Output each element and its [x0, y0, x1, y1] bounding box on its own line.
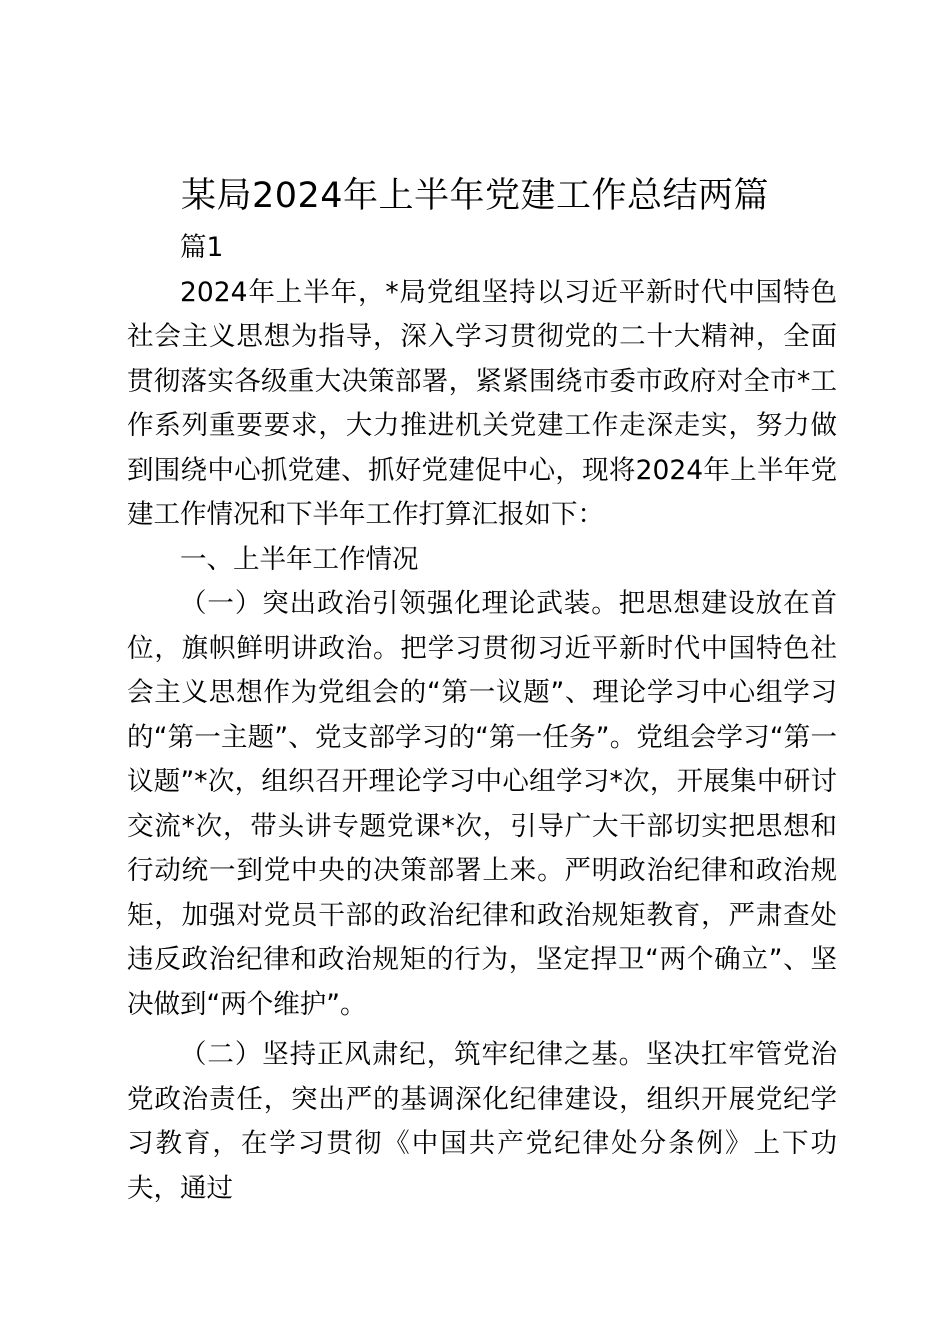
- section-subheading: 篇1: [180, 232, 224, 263]
- intro-paragraph: 2024年上半年，*局党组坚持以习近平新时代中国特色社会主义思想为指导，深入学习贯彻党的二十大精神，全面贯彻落实各级重大决策部署，紧紧围绕市委市政府对全市*工作系列重要要求，大力推进机关党建工作走深走实，努力做到围绕中心抓党建、抓好党建促中心，现将2024年上半年党建工作情况和下半年工作打算汇报如下：: [127, 276, 837, 530]
- document-title: 某局2024年上半年党建工作总结两篇: [180, 176, 770, 216]
- paragraph-political-guidance: （一）突出政治引领强化理论武装。把思想建设放在首位，旗帜鲜明讲政治。把学习贯彻习近平新时代中国特色社会主义思想作为党组会的“第一议题”、理论学习中心组学习的“第一主题”、党支部学习的“第一任务”。党组会学习“第一议题”*次，组织召开理论学习中心组学习*次，开展集中研讨交流*次，带头讲专题党课*次，引导广大干部切实把思想和行动统一到党中央的决策部署上来。严明政治纪律和政治规矩，加强对党员干部的政治纪律和政治规矩教育，严肃查处违反政治纪律和政治规矩的行为，坚定捍卫“两个确立”、坚决做到“两个维护”。: [127, 588, 837, 1020]
- section-heading: 一、上半年工作情况: [180, 543, 419, 575]
- document-body: [127, 226, 837, 1211]
- paragraph-discipline: （二）坚持正风肃纪，筑牢纪律之基。坚决扛牢管党治党政治责任，突出严的基调深化纪律建设，组织开展党纪学习教育，在学习贯彻《中国共产党纪律处分条例》上下功夫，通过: [127, 1039, 837, 1204]
